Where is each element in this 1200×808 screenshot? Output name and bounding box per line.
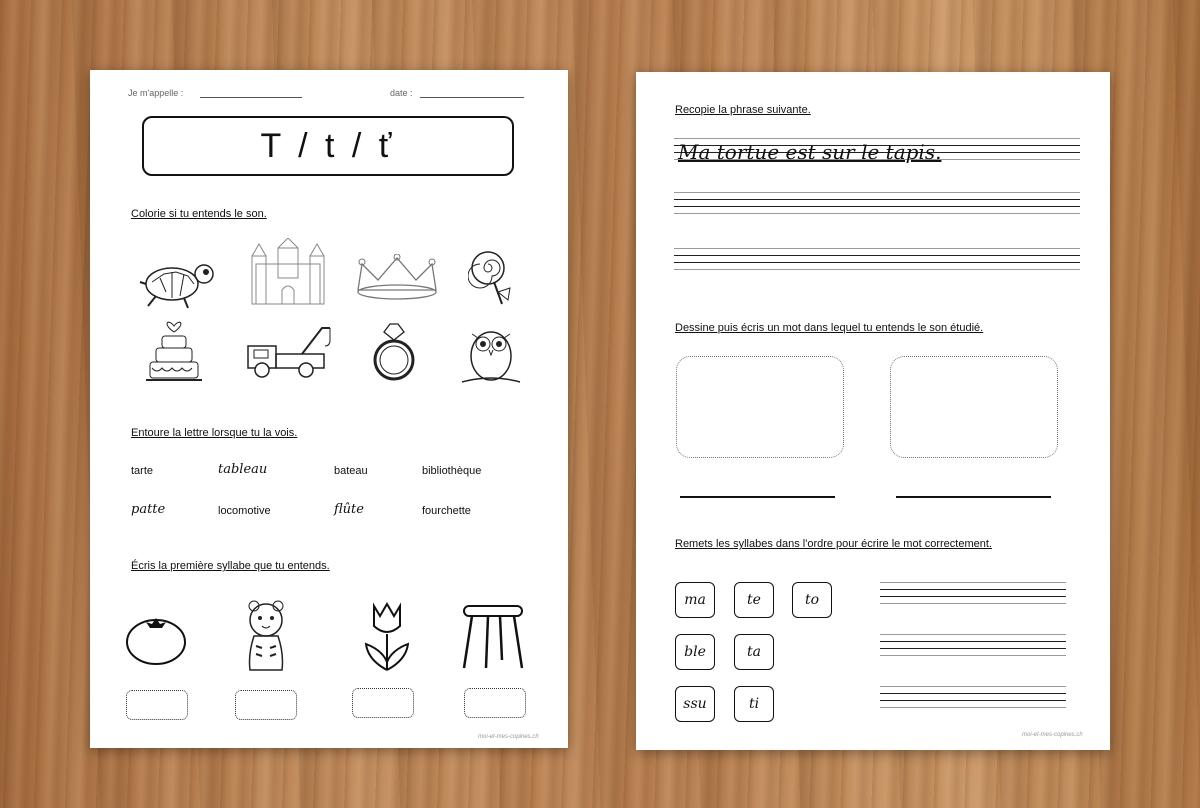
- word-tarte[interactable]: tarte: [131, 465, 154, 477]
- tulip-icon: [362, 600, 412, 672]
- answer-box-2[interactable]: [235, 690, 297, 720]
- instruction-syllable: Écris la première syllabe que tu entends.: [131, 560, 330, 572]
- tiger-icon: [236, 598, 296, 674]
- drawing-box-1[interactable]: [676, 356, 844, 458]
- syllable-ta[interactable]: ta: [734, 634, 774, 670]
- word-locomotive[interactable]: locomotive: [218, 505, 271, 517]
- crown-icon[interactable]: [354, 254, 440, 302]
- instruction-color: Colorie si tu entends le son.: [131, 208, 267, 220]
- owl-icon[interactable]: [460, 320, 522, 388]
- drawing-box-2[interactable]: [890, 356, 1058, 458]
- tow-truck-icon[interactable]: [244, 322, 340, 380]
- answer-box-4[interactable]: [464, 688, 526, 718]
- word-tableau[interactable]: tableau: [218, 462, 268, 477]
- footer-credit: moi-et-mes-copines.ch: [478, 734, 539, 740]
- word-bateau[interactable]: bateau: [334, 465, 368, 477]
- instruction-draw: Dessine puis écris un mot dans lequel tu entends le son étudié.: [675, 322, 984, 334]
- tomato-icon: [124, 610, 188, 668]
- name-field[interactable]: [200, 97, 302, 98]
- castle-icon[interactable]: [248, 238, 328, 308]
- footer-credit: moi-et-mes-copines.ch: [1022, 732, 1083, 738]
- turtle-icon[interactable]: [138, 252, 218, 310]
- word-patte[interactable]: patte: [131, 502, 166, 517]
- instruction-order: Remets les syllabes dans l'ordre pour écrire le mot correctement.: [675, 538, 992, 550]
- cake-icon[interactable]: [144, 316, 204, 384]
- stool-icon: [458, 602, 528, 672]
- answer-lines-3[interactable]: [880, 686, 1066, 714]
- word-bibliotheque[interactable]: bibliothèque: [422, 465, 482, 477]
- word-flute[interactable]: flûte: [334, 502, 364, 517]
- model-sentence: Ma tortue est sur le tapis.: [678, 140, 942, 164]
- ring-icon[interactable]: [370, 320, 418, 384]
- syllable-ti[interactable]: ti: [734, 686, 774, 722]
- worksheet-page-left: [90, 70, 568, 748]
- word-fourchette[interactable]: fourchette: [422, 505, 471, 517]
- name-label: Je m'appelle :: [128, 88, 184, 98]
- syllable-te[interactable]: te: [734, 582, 774, 618]
- syllable-to[interactable]: to: [792, 582, 832, 618]
- answer-box-3[interactable]: [352, 688, 414, 718]
- word-line-1[interactable]: [680, 496, 835, 498]
- letter-title: T / t / ť: [142, 116, 514, 176]
- date-field[interactable]: [420, 97, 524, 98]
- word-line-2[interactable]: [896, 496, 1051, 498]
- answer-lines-1[interactable]: [880, 582, 1066, 610]
- syllable-ble[interactable]: ble: [675, 634, 715, 670]
- lollipop-icon[interactable]: [468, 248, 518, 310]
- syllable-ma[interactable]: ma: [675, 582, 715, 618]
- instruction-copy: Recopie la phrase suivante.: [675, 104, 811, 116]
- instruction-circle: Entoure la lettre lorsque tu la vois.: [131, 427, 298, 439]
- copy-lines-1[interactable]: [674, 192, 1080, 220]
- answer-box-1[interactable]: [126, 690, 188, 720]
- worksheet-page-right: [636, 72, 1110, 750]
- answer-lines-2[interactable]: [880, 634, 1066, 662]
- syllable-ssu[interactable]: ssu: [675, 686, 715, 722]
- date-label: date :: [390, 88, 413, 98]
- copy-lines-2[interactable]: [674, 248, 1080, 276]
